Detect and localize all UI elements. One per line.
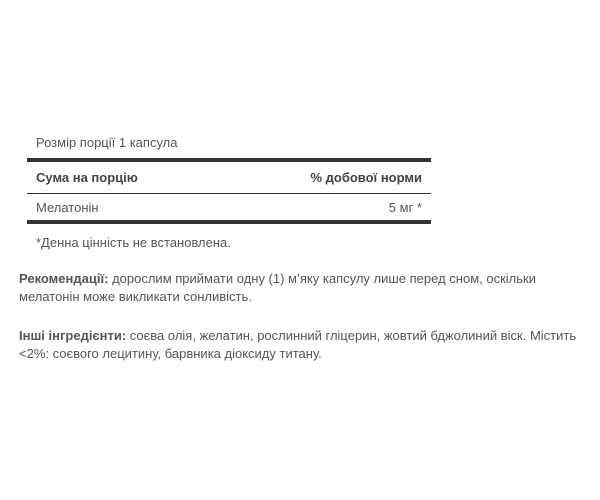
serving-size-row xyxy=(27,126,431,162)
serving-size-text: Розмір порції 1 капсула xyxy=(36,134,178,150)
nutrient-row xyxy=(27,194,431,224)
other-ingredients-text: соєва олія, желатин, рослинний гліцерин, жовтий бджолиний віск. Містить <2%: соєвого лецитину, барвника діоксиду титану. xyxy=(19,328,577,361)
amount-per-serving-header: Сума на порцію xyxy=(36,170,138,185)
nutrient-amount: 5 мг * xyxy=(388,199,422,215)
recommendations-paragraph xyxy=(19,270,581,306)
other-ingredients-label: Інші інгредієнти: xyxy=(19,328,127,343)
daily-value-footnote: *Денна цінність не встановлена. xyxy=(36,234,231,250)
supplement-facts-table xyxy=(27,126,431,258)
footnote-row xyxy=(27,224,431,258)
recommendations-text: дорослим приймати одну (1) м’яку капсулу лише перед сном, оскільки мелатонін може викликати сонливість. xyxy=(19,271,536,304)
recommendations-label: Рекомендації: xyxy=(19,271,109,286)
nutrient-name: Мелатонін xyxy=(36,199,99,215)
other-ingredients-paragraph xyxy=(19,327,581,363)
daily-value-header: % добової норми xyxy=(310,170,422,185)
table-header-row xyxy=(27,162,431,194)
